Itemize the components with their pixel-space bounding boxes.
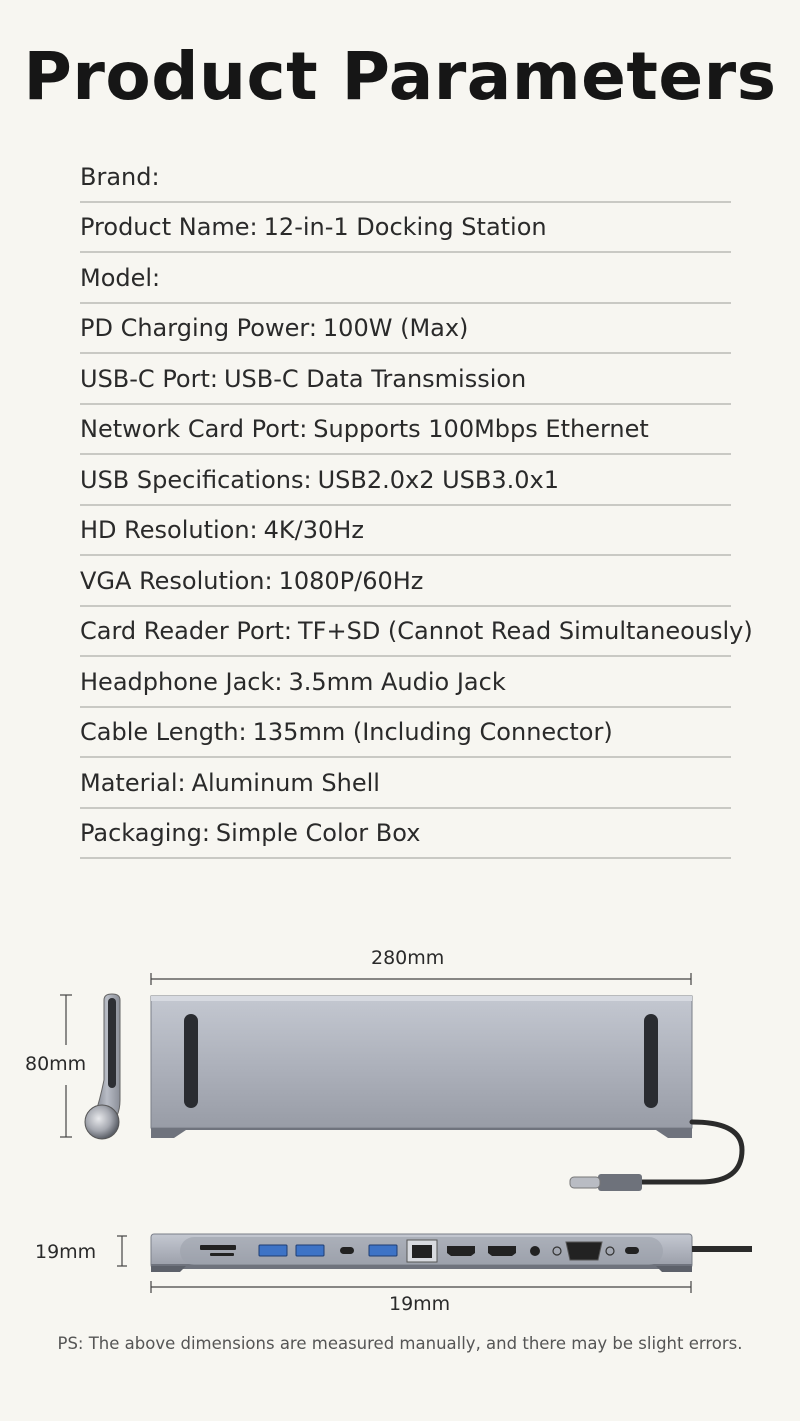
usb-c-port-icon (625, 1247, 639, 1254)
usb-a-port-icon (369, 1245, 397, 1256)
param-label: Cable Length: (80, 718, 247, 746)
hdmi-port-icon (447, 1246, 475, 1256)
param-value: 1080P/60Hz (278, 566, 424, 595)
cable-stub (692, 1246, 752, 1252)
param-value: 135mm (Including Connector) (252, 718, 613, 746)
param-label: HD Resolution: (80, 516, 258, 544)
hdmi-port-icon (488, 1246, 516, 1256)
width-dimension-line (151, 973, 691, 985)
page-title: Product Parameters (23, 38, 777, 115)
param-value: 3.5mm Audio Jack (288, 667, 506, 696)
bottom-width-dimension-line (151, 1281, 691, 1293)
usb-a-port-icon (296, 1245, 324, 1256)
front-view-body (151, 996, 692, 1138)
param-value: 4K/30Hz (263, 516, 364, 544)
param-label: Card Reader Port: (80, 617, 293, 645)
param-value: Simple Color Box (215, 819, 421, 847)
param-value: Supports 100Mbps Ethernet (313, 415, 649, 443)
param-label: Headphone Jack: (80, 667, 283, 696)
param-label: Network Card Port: (80, 415, 308, 443)
usb-c-port-icon (340, 1247, 354, 1254)
param-value: 100W (Max) (322, 314, 469, 342)
height-label: 80mm (25, 1053, 87, 1075)
param-label: Product Name: (80, 213, 258, 241)
usb-c-cable (570, 1122, 742, 1191)
param-value: Aluminum Shell (191, 768, 380, 797)
param-value: USB-C Data Transmission (223, 364, 527, 393)
param-label: USB Specifications: (80, 465, 312, 494)
width-label: 280mm (371, 947, 445, 969)
side-profile-view (85, 994, 120, 1139)
audio-jack-icon (530, 1246, 540, 1256)
param-value: USB2.0x2 USB3.0x1 (317, 465, 560, 494)
measurement-note: PS: The above dimensions are measured manually, and there may be slight errors. (57, 1334, 743, 1353)
thickness-dimension-line (117, 1236, 127, 1266)
param-label: Brand: (80, 162, 160, 191)
param-label: USB-C Port: (80, 364, 218, 393)
ports-view (151, 1234, 752, 1272)
param-label: PD Charging Power: (80, 314, 317, 342)
usb-a-port-icon (259, 1245, 287, 1256)
param-label: Packaging: (80, 819, 210, 847)
ethernet-port-icon (407, 1240, 437, 1262)
thickness-label: 19mm (35, 1241, 97, 1263)
param-value: TF+SD (Cannot Read Simultaneously) (298, 617, 753, 645)
param-label: Model: (80, 263, 161, 292)
param-value: 12-in-1 Docking Station (263, 213, 547, 241)
param-label: VGA Resolution: (80, 566, 273, 595)
param-label: Material: (80, 768, 186, 797)
bottom-width-label: 19mm (389, 1293, 451, 1315)
